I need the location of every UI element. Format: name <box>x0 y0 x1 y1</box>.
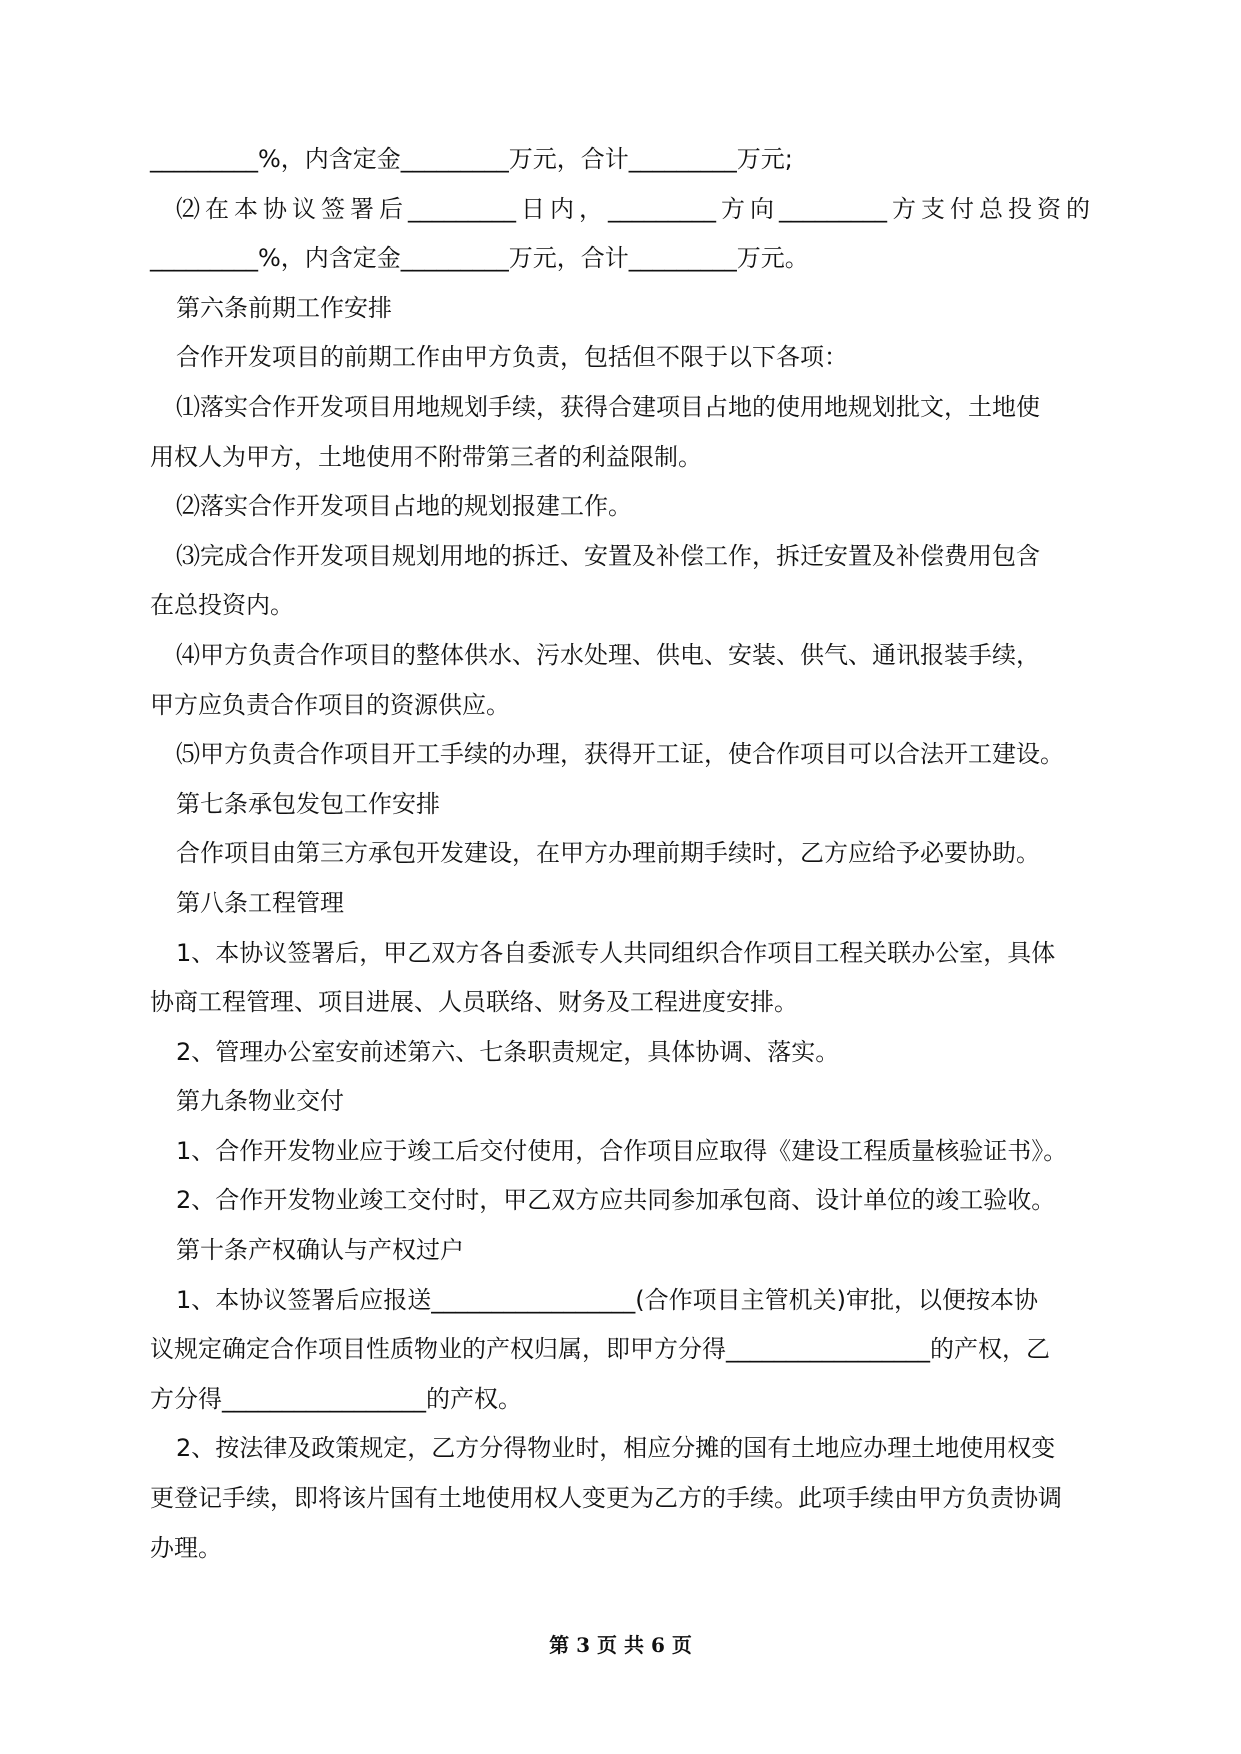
paragraph-line: 用权人为甲方，土地使用不附带第三者的利益限制。 <box>150 442 702 471</box>
section-heading: 第十条产权确认与产权过户 <box>176 1236 464 1265</box>
section-heading: 第七条承包发包工作安排 <box>176 789 440 818</box>
paragraph-line: 2、管理办公室安前述第六、七条职责规定，具体协调、落实。 <box>176 1037 840 1066</box>
section-heading: 第八条工程管理 <box>176 888 344 917</box>
paragraph-line: ⑷甲方负责合作项目的整体供水、污水处理、供电、安装、供气、通讯报装手续， <box>176 640 1040 669</box>
paragraph-line: 议规定确定合作项目性质物业的产权归属，即甲方分得_________________的产权，乙 <box>150 1335 1050 1364</box>
section-heading: 第六条前期工作安排 <box>176 293 392 322</box>
paragraph-line: 1、本协议签署后应报送_________________(合作项目主管机关)审批，以便按本协 <box>176 1285 1038 1314</box>
paragraph-line: ⑶完成合作开发项目规划用地的拆迁、安置及补偿工作，拆迁安置及补偿费用包含 <box>176 541 1040 570</box>
paragraph-line: _________%，内含定金_________万元，合计_________万元。 <box>150 244 809 273</box>
paragraph-line: ⑵落实合作开发项目占地的规划报建工作。 <box>176 492 632 521</box>
paragraph-line: 更登记手续，即将该片国有土地使用权人变更为乙方的手续。此项手续由甲方负责协调 <box>150 1484 1062 1513</box>
paragraph-line: 办理。 <box>150 1533 222 1562</box>
paragraph-line: _________%，内含定金_________万元，合计_________万元; <box>150 145 793 173</box>
paragraph-line: 1、合作开发物业应于竣工后交付使用，合作项目应取得《建设工程质量核验证书》。 <box>176 1136 1068 1165</box>
paragraph-line: ⑵在本协议签署后_________日内，_________方向_________方支付总投资的 <box>176 194 1090 223</box>
paragraph-line: ⑸甲方负责合作项目开工手续的办理，获得开工证，使合作项目可以合法开工建设。 <box>176 740 1064 769</box>
paragraph-line: 在总投资内。 <box>150 591 294 620</box>
page-number-footer: 第 3 页 共 6 页 <box>549 1633 692 1657</box>
paragraph-line: 合作开发项目的前期工作由甲方负责，包括但不限于以下各项： <box>176 343 848 372</box>
paragraph-line: 合作项目由第三方承包开发建设，在甲方办理前期手续时，乙方应给予必要协助。 <box>176 839 1040 868</box>
paragraph-line: 协商工程管理、项目进展、人员联络、财务及工程进度安排。 <box>150 988 798 1017</box>
paragraph-line: 方分得_________________的产权。 <box>150 1384 522 1413</box>
paragraph-line: ⑴落实合作开发项目用地规划手续，获得合建项目占地的使用地规划批文，土地使 <box>176 392 1040 421</box>
paragraph-line: 甲方应负责合作项目的资源供应。 <box>150 690 510 719</box>
paragraph-line: 2、按法律及政策规定，乙方分得物业时，相应分摊的国有土地应办理土地使用权变 <box>176 1434 1056 1463</box>
section-heading: 第九条物业交付 <box>176 1087 344 1116</box>
paragraph-line: 1、本协议签署后，甲乙双方各自委派专人共同组织合作项目工程关联办公室，具体 <box>176 938 1056 967</box>
document-body <box>150 135 1090 1573</box>
paragraph-line: 2、合作开发物业竣工交付时，甲乙双方应共同参加承包商、设计单位的竣工验收。 <box>176 1186 1056 1215</box>
